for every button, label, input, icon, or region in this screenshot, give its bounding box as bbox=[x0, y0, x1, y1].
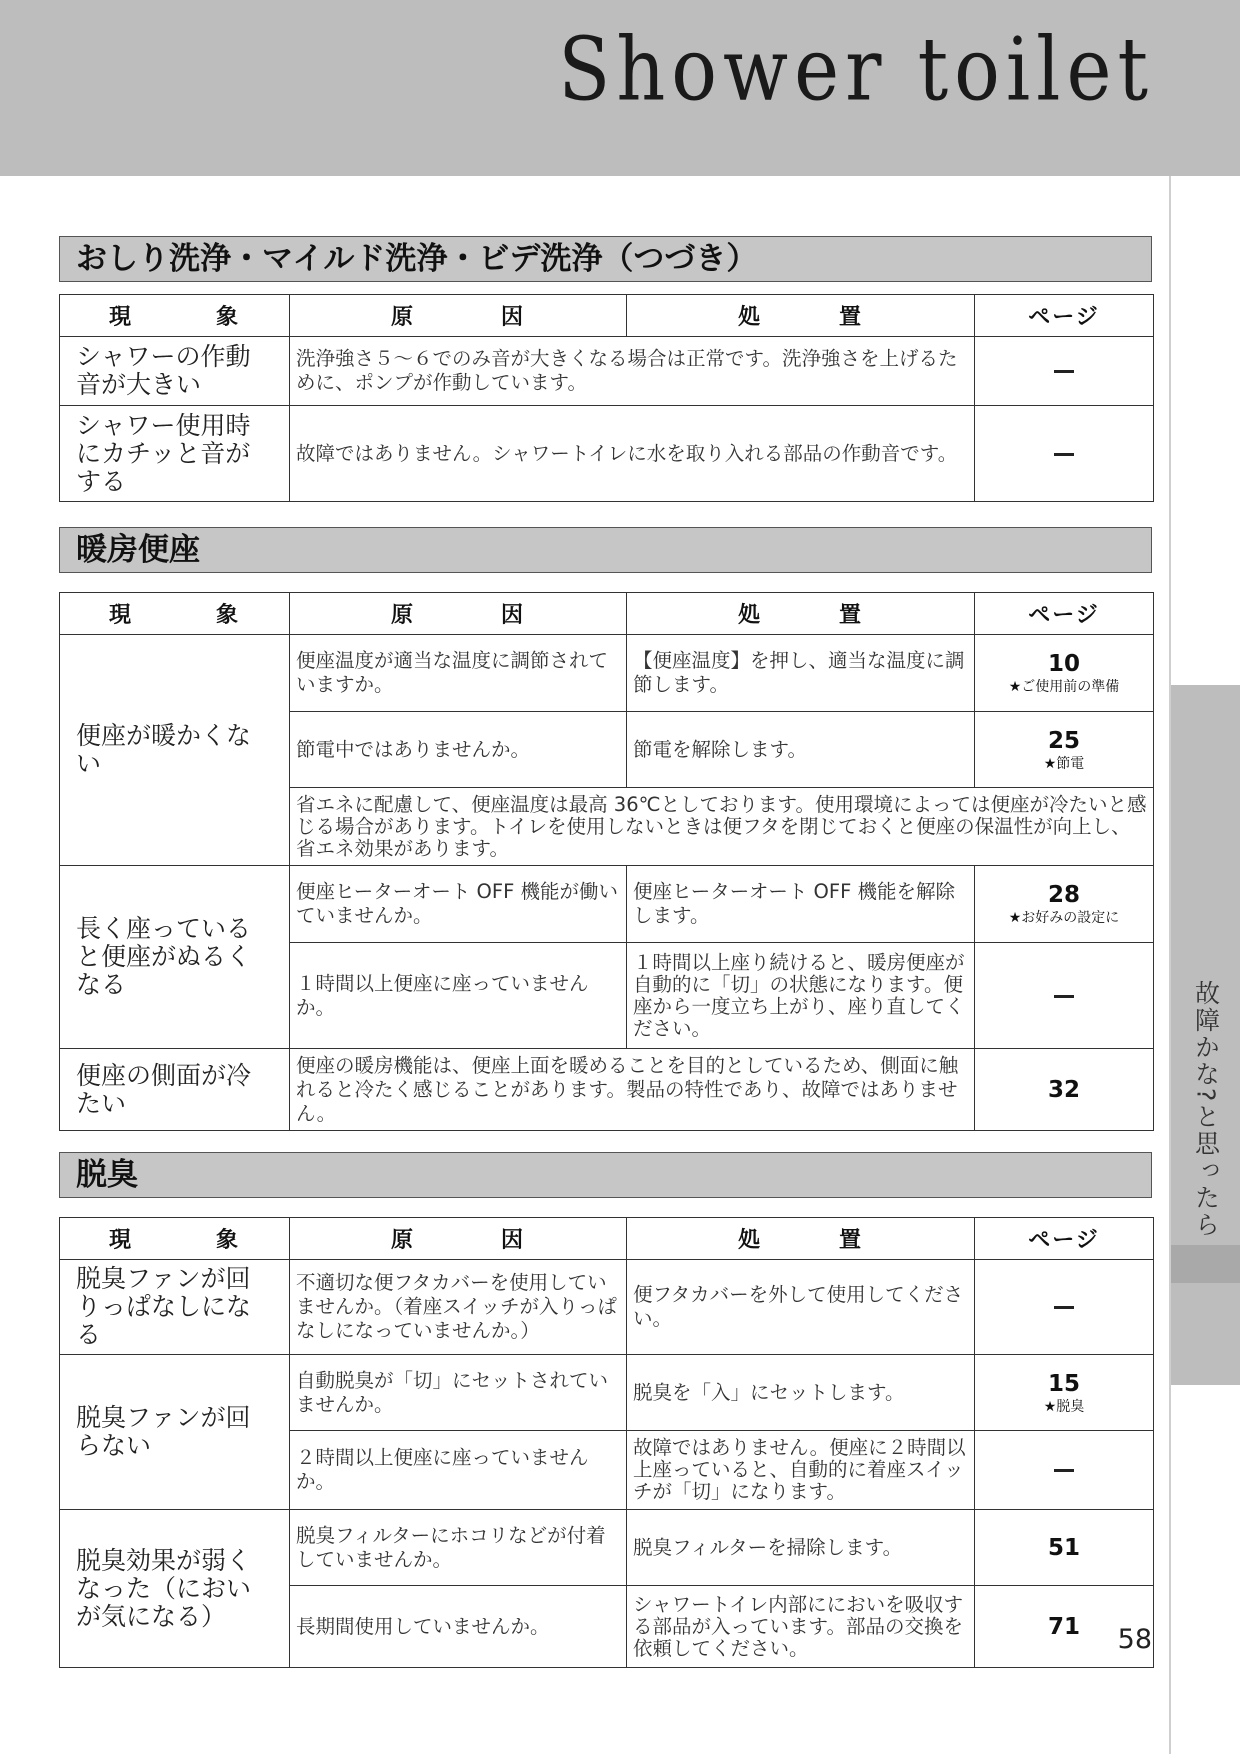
remedy-cell: シャワートイレ内部ににおいを吸収する部品が入っています。部品の交換を依頼してください。 bbox=[627, 1586, 975, 1668]
page-cell: 15 ★脱臭 bbox=[975, 1355, 1154, 1431]
phenomenon-cell: 脱臭効果が弱くなった（においが気になる） bbox=[60, 1510, 290, 1668]
page-number: 58 bbox=[1117, 1624, 1152, 1655]
page-cell bbox=[975, 406, 1154, 502]
phenomenon-cell: 便座が暖かくない bbox=[60, 635, 290, 866]
cause-cell: 節電中ではありませんか。 bbox=[290, 712, 627, 788]
phenomenon-cell: 便座の側面が冷たい bbox=[60, 1049, 290, 1131]
section-title: 暖房便座 bbox=[59, 527, 1152, 573]
col-header-phenomenon: 現 象 bbox=[60, 1218, 290, 1260]
col-header-phenomenon: 現 象 bbox=[60, 295, 290, 337]
col-header-page: ページ bbox=[975, 593, 1154, 635]
remedy-cell: 【便座温度】を押し、適当な温度に調節します。 bbox=[627, 635, 975, 712]
cause-cell: 故障ではありません。シャワートイレに水を取り入れる部品の作動音です。 bbox=[290, 406, 975, 502]
table-row bbox=[60, 635, 1154, 712]
page-header bbox=[0, 0, 1240, 176]
phenomenon-cell: 脱臭ファンが回らない bbox=[60, 1355, 290, 1510]
page-cell bbox=[975, 1431, 1154, 1510]
remedy-cell: 故障ではありません。便座に２時間以上座っていると、自動的に着座スイッチが「切」になります。 bbox=[627, 1431, 975, 1510]
table-row bbox=[60, 1355, 1154, 1431]
col-header-remedy: 処 置 bbox=[627, 295, 975, 337]
cause-cell: １時間以上便座に座っていませんか。 bbox=[290, 943, 627, 1049]
side-tab-label: 故障かな?と思ったら bbox=[1191, 980, 1221, 1239]
phenomenon-cell: シャワーの作動音が大きい bbox=[60, 337, 290, 406]
remedy-cell: 節電を解除します。 bbox=[627, 712, 975, 788]
col-header-cause: 原 因 bbox=[290, 1218, 627, 1260]
col-header-phenomenon: 現 象 bbox=[60, 593, 290, 635]
remedy-cell: 便フタカバーを外して使用してください。 bbox=[627, 1260, 975, 1355]
phenomenon-cell: 脱臭ファンが回りっぱなしになる bbox=[60, 1260, 290, 1355]
section-title: おしり洗浄・マイルド洗浄・ビデ洗浄（つづき） bbox=[59, 236, 1152, 282]
table-row bbox=[60, 337, 1154, 406]
page-reference: ★お好みの設定に bbox=[1008, 910, 1120, 926]
col-header-cause: 原 因 bbox=[290, 295, 627, 337]
cause-cell: 長期間使用していませんか。 bbox=[290, 1586, 627, 1668]
page-reference: ★脱臭 bbox=[1043, 1398, 1085, 1415]
troubleshoot-table bbox=[59, 1217, 1154, 1668]
page-cell: 71 bbox=[975, 1586, 1154, 1668]
col-header-page: ページ bbox=[975, 1218, 1154, 1260]
brand-logo: Shower toilet bbox=[558, 18, 1154, 121]
col-header-page: ページ bbox=[975, 295, 1154, 337]
col-header-remedy: 処 置 bbox=[627, 593, 975, 635]
col-header-remedy: 処 置 bbox=[627, 1218, 975, 1260]
col-header-cause: 原 因 bbox=[290, 593, 627, 635]
cause-cell: 便座ヒーターオート OFF 機能が働いていませんか。 bbox=[290, 866, 627, 943]
page-cell: 51 bbox=[975, 1510, 1154, 1586]
remedy-cell: 脱臭フィルターを掃除します。 bbox=[627, 1510, 975, 1586]
page-cell bbox=[975, 943, 1154, 1049]
table-row bbox=[60, 406, 1154, 502]
note-cell: 省エネに配慮して、便座温度は最高 36℃としております。使用環境によっては便座が冷たいと感じる場合があります。トイレを使用しないときは便フタを閉じておくと便座の保温性が向上し、省エネ効果があります。 bbox=[290, 788, 1154, 866]
page-cell: 32 bbox=[975, 1049, 1154, 1131]
phenomenon-cell: シャワー使用時にカチッと音がする bbox=[60, 406, 290, 502]
troubleshoot-table bbox=[59, 294, 1154, 502]
page-cell: 28 ★お好みの設定に bbox=[975, 866, 1154, 943]
cause-cell: 自動脱臭が「切」にセットされていませんか。 bbox=[290, 1355, 627, 1431]
cause-cell: 洗浄強さ５～６でのみ音が大きくなる場合は正常です。洗浄強さを上げるために、ポンプが作動しています。 bbox=[290, 337, 975, 406]
phenomenon-cell: 長く座っていると便座がぬるくなる bbox=[60, 866, 290, 1049]
dash-mark bbox=[1054, 370, 1074, 373]
table-row bbox=[60, 1260, 1154, 1355]
page-reference: ★ご使用前の準備 bbox=[1008, 679, 1120, 695]
cause-cell: 便座の暖房機能は、便座上面を暖めることを目的としているため、側面に触れると冷たく感じることがあります。製品の特性であり、故障ではありません。 bbox=[290, 1049, 975, 1131]
dash-mark bbox=[1054, 453, 1074, 456]
table-row bbox=[60, 1510, 1154, 1586]
page-cell: 10 ★ご使用前の準備 bbox=[975, 635, 1154, 712]
page-cell: 25 ★節電 bbox=[975, 712, 1154, 788]
cause-cell: 便座温度が適当な温度に調節されていますか。 bbox=[290, 635, 627, 712]
dash-mark bbox=[1054, 995, 1074, 998]
troubleshoot-table bbox=[59, 592, 1154, 1131]
cause-cell: ２時間以上便座に座っていませんか。 bbox=[290, 1431, 627, 1510]
dash-mark bbox=[1054, 1306, 1074, 1309]
remedy-cell: １時間以上座り続けると、暖房便座が自動的に「切」の状態になります。便座から一度立ち上がり、座り直してください。 bbox=[627, 943, 975, 1049]
table-row bbox=[60, 1049, 1154, 1131]
cause-cell: 不適切な便フタカバーを使用していませんか。（着座スイッチが入りっぱなしになっていませんか。） bbox=[290, 1260, 627, 1355]
table-row bbox=[60, 866, 1154, 943]
remedy-cell: 便座ヒーターオート OFF 機能を解除します。 bbox=[627, 866, 975, 943]
page-cell bbox=[975, 1260, 1154, 1355]
page-cell bbox=[975, 337, 1154, 406]
dash-mark bbox=[1054, 1469, 1074, 1472]
section-title: 脱臭 bbox=[59, 1152, 1152, 1198]
cause-cell: 脱臭フィルターにホコリなどが付着していませんか。 bbox=[290, 1510, 627, 1586]
remedy-cell: 脱臭を「入」にセットします。 bbox=[627, 1355, 975, 1431]
page-reference: ★節電 bbox=[1043, 755, 1085, 772]
